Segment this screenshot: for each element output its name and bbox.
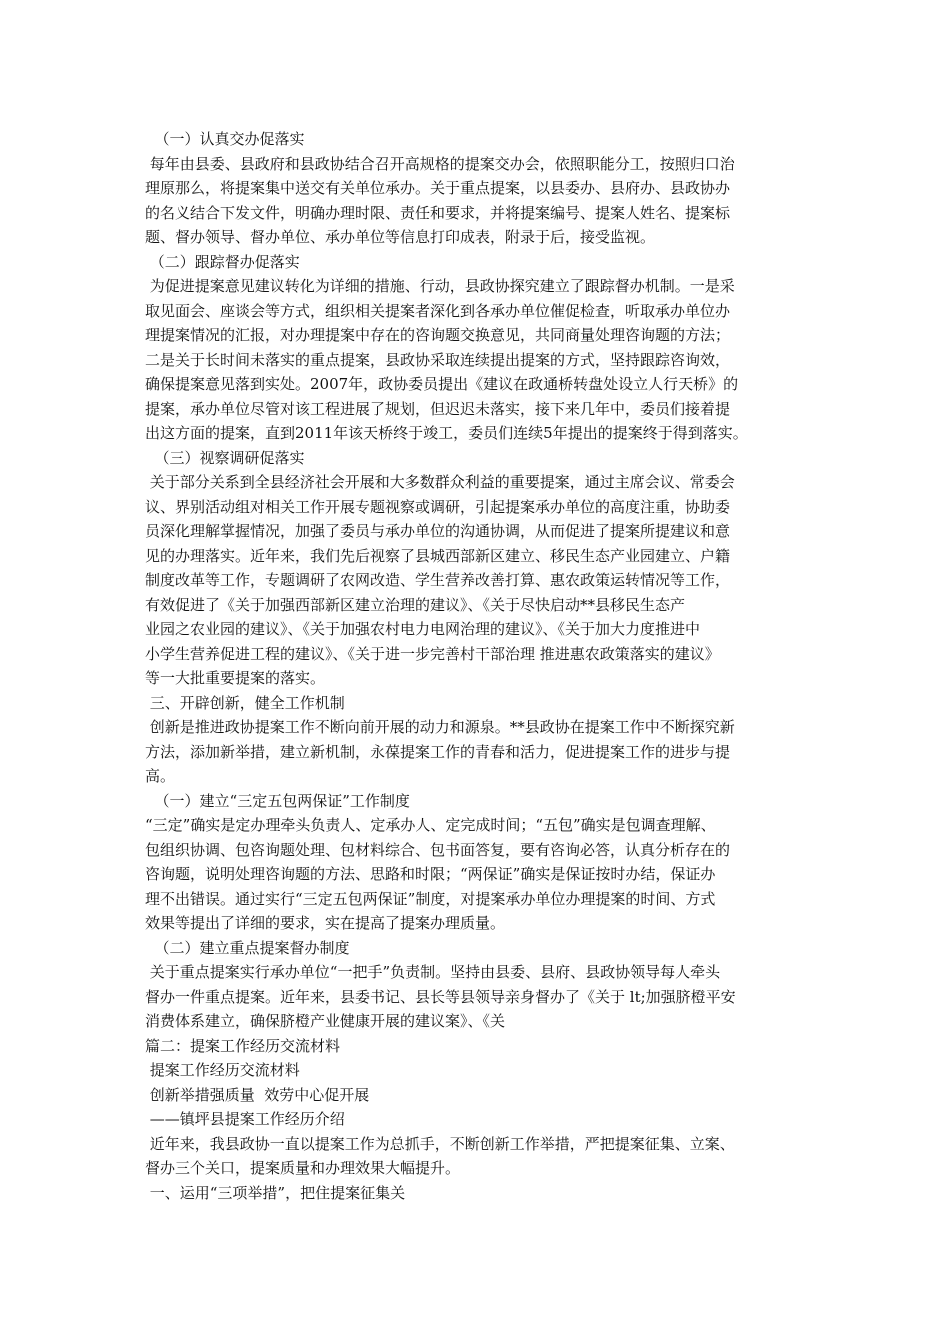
document-subtitle: 创新举措强质量 效劳中心促开展 bbox=[145, 1085, 370, 1104]
paragraph-line: 有效促进了《关于加强西部新区建立治理的建议》、《关于尽快启动**县移民生态产 bbox=[145, 595, 686, 614]
document-body bbox=[145, 127, 820, 1205]
paragraph-line: 方法，添加新举措，建立新机制，永葆提案工作的青春和活力，促进提案工作的进步与提 bbox=[145, 742, 731, 761]
paragraph-line: 消费体系建立，确保脐橙产业健康开展的建议案》、《关 bbox=[145, 1012, 506, 1030]
paragraph-line: 议、界别活动组对相关工作开展专题视察或调研，引起提案承办单位的高度注重，协助委 bbox=[145, 497, 731, 516]
paragraph-line: 确保提案意见落到实处。2007年，政协委员提出《建议在政通桥转盘处设立人行天桥》的 bbox=[145, 375, 739, 393]
paragraph-line: 为促进提案意见建议转化为详细的措施、行动，县政协探究建立了跟踪督办机制。一是采 bbox=[145, 277, 735, 295]
paragraph-line: 督办三个关口，提案质量和办理效果大幅提升。 bbox=[145, 1159, 461, 1177]
paragraph-line: 题、督办领导、督办单位、承办单位等信息打印成表，附录于后，接受监视。 bbox=[145, 228, 656, 246]
paragraph-line: 员深化理解掌握情况，加强了委员与承办单位的沟通协调，从而促进了提案所提建议和意 bbox=[145, 522, 731, 540]
document-title: 提案工作经历交流材料 bbox=[145, 1061, 300, 1079]
paragraph-line: 效果等提出了详细的要求，实在提高了提案办理质量。 bbox=[145, 914, 506, 932]
paragraph-line: 二是关于长时间未落实的重点提案，县政协采取连续提出提案的方式，坚持跟踪咨询效， bbox=[145, 350, 731, 369]
paragraph-line: 理提案情况的汇报，对办理提案中存在的咨询题交换意见，共同商量处理咨询题的方法； bbox=[145, 326, 731, 344]
section-heading: （二）跟踪督办促落实 bbox=[145, 252, 300, 271]
paragraph-line: 关于部分关系到全县经济社会开展和大多数群众利益的重要提案，通过主席会议、常委会 bbox=[145, 473, 735, 491]
paragraph-line: 制度改革等工作，专题调研了农网改造、学生营养改善打算、惠农政策运转情况等工作， bbox=[145, 571, 731, 589]
paragraph-line: 理不出错误。通过实行“三定五包两保证”制度，对提案承办单位办理提案的时间、方式 bbox=[145, 889, 716, 908]
paragraph-line: 小学生营养促进工程的建议》、《关于进一步完善村干部治理 推进惠农政策落实的建议》 bbox=[145, 644, 720, 663]
paragraph-line: 理原那么，将提案集中送交有关单位承办。关于重点提案，以县委办、县府办、县政协办 bbox=[145, 179, 731, 197]
paragraph-line: “三定”确实是定办理牵头负责人、定承办人、定完成时间；“五包”确实是包调查理解、 bbox=[145, 816, 716, 834]
section-heading: （一）认真交办促落实 bbox=[145, 130, 305, 148]
paragraph-line: 咨询题，说明处理咨询题的方法、思路和时限；“两保证”确实是保证按时办结，保证办 bbox=[145, 865, 716, 883]
paragraph-line: 提案，承办单位尽管对该工程进展了规划，但迟迟未落实，接下来几年中，委员们接着提 bbox=[145, 399, 731, 418]
paragraph-line: 出这方面的提案，直到2011年该天桥终于竣工，委员们连续5年提出的提案终于得到落实。 bbox=[145, 424, 748, 442]
paragraph-line: 督办一件重点提案。近年来，县委书记、县长等县领导亲身督办了《关于 lt;加强脐橙平安 bbox=[145, 987, 736, 1006]
paragraph-line: 包组织协调、包咨询题处理、包材料综合、包书面答复，要有咨询必答，认真分析存在的 bbox=[145, 840, 731, 859]
paragraph-line: 取见面会、座谈会等方式，组织相关提案者深化到各承办单位催促检查，听取承办单位办 bbox=[145, 301, 731, 320]
paragraph-line: 每年由县委、县政府和县政协结合召开高规格的提案交办会，依照职能分工，按照归口治 bbox=[145, 154, 735, 173]
paragraph-line: 关于重点提案实行承办单位“一把手”负责制。坚持由县委、县府、县政协领导每人牵头 bbox=[145, 963, 721, 981]
paragraph-line: 业园之农业园的建议》、《关于加强农村电力电网治理的建议》、《关于加大力度推进中 bbox=[145, 620, 701, 638]
paragraph-line: 创新是推进政协提案工作不断向前开展的动力和源泉。**县政协在提案工作中不断探究新 bbox=[145, 718, 735, 736]
section-heading: 三、开辟创新，健全工作机制 bbox=[145, 693, 345, 712]
section-heading: 一、运用“三项举措”，把住提案征集关 bbox=[145, 1183, 406, 1202]
paragraph-line: 的名义结合下发文件，明确办理时限、责任和要求，并将提案编号、提案人姓名、提案标 bbox=[145, 203, 731, 222]
paragraph-line: 高。 bbox=[145, 767, 176, 785]
document-byline: ——镇坪县提案工作经历介绍 bbox=[145, 1110, 345, 1128]
paragraph-line: 近年来，我县政协一直以提案工作为总抓手，不断创新工作举措，严把提案征集、立案、 bbox=[145, 1134, 735, 1153]
paragraph-line: 见的办理落实。近年来，我们先后视察了县城西部新区建立、移民生态产业园建立、户籍 bbox=[145, 546, 731, 565]
section-heading: （一）建立“三定五包两保证”工作制度 bbox=[145, 791, 410, 810]
section-heading: （三）视察调研促落实 bbox=[145, 448, 305, 467]
paragraph-line: 等一大批重要提案的落实。 bbox=[145, 669, 326, 687]
section-heading: （二）建立重点提案督办制度 bbox=[145, 938, 350, 957]
chapter-title: 篇二：提案工作经历交流材料 bbox=[145, 1036, 341, 1055]
